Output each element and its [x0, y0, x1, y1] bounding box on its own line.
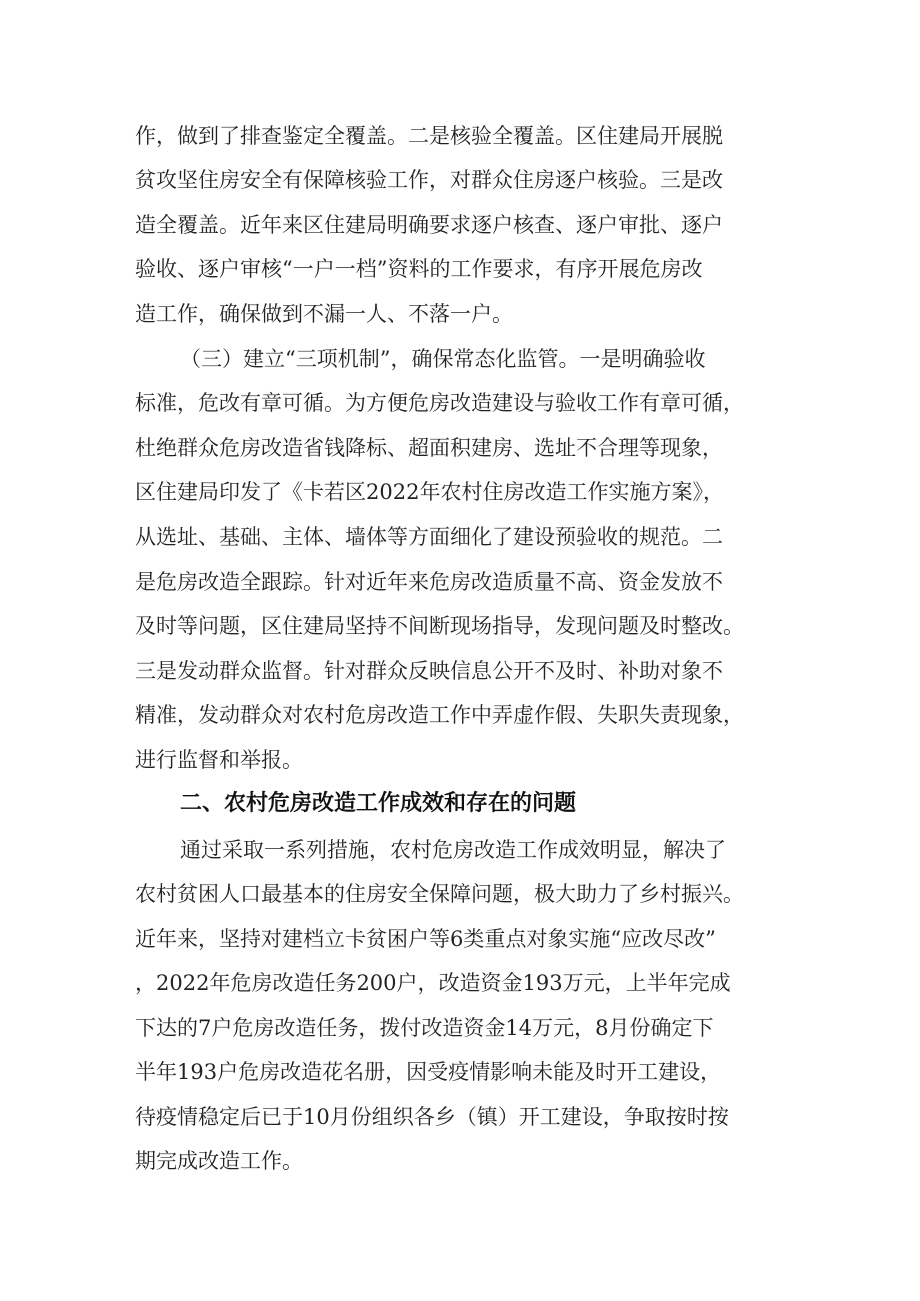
paragraph-line: 验收、逐户审核“一户一档”资料的工作要求，有序开展危房改	[135, 257, 703, 281]
paragraph-line: 造工作，确保做到不漏一人、不落一户。	[135, 302, 513, 326]
paragraph-line: 近年来，坚持对建档立卡贫困户等6类重点对象实施“应改尽改”	[135, 927, 716, 951]
paragraph-line: 农村贫困人口最基本的住房安全保障问题，极大助力了乡村振兴。	[135, 882, 744, 906]
paragraph-line: 下达的7户危房改造任务，拨付改造资金14万元，8月份确定下	[135, 1016, 714, 1040]
paragraph-line: 造全覆盖。近年来区住建局明确要求逐户核查、逐户审批、逐户	[135, 213, 723, 237]
paragraph-line: ，2022年危房改造任务200户，改造资金193万元，上半年完成	[135, 971, 731, 995]
paragraph-line: 杜绝群众危房改造省钱降标、超面积建房、选址不合理等现象，	[135, 436, 723, 460]
paragraph-line: 精准，发动群众对农村危房改造工作中弄虚作假、失职失责现象，	[135, 703, 744, 727]
paragraph-line: 通过采取一系列措施，农村危房改造工作成效明显，解决了	[180, 838, 726, 862]
paragraph-line: 期完成改造工作。	[135, 1149, 303, 1173]
paragraph-line: 是危房改造全跟踪。针对近年来危房改造质量不高、资金发放不	[135, 570, 723, 594]
paragraph-line: 待疫情稳定后已于10月份组织各乡（镇）开工建设，争取按时按	[135, 1105, 729, 1129]
paragraph-line: 作，做到了排查鉴定全覆盖。二是核验全覆盖。区住建局开展脱	[135, 124, 723, 148]
paragraph-line: （三）建立“三项机制”，确保常态化监管。一是明确验收	[180, 347, 706, 371]
paragraph-line: 贫攻坚住房安全有保障核验工作，对群众住房逐户核验。三是改	[135, 168, 723, 192]
paragraph-line: 从选址、基础、主体、墙体等方面细化了建设预验收的规范。二	[135, 525, 723, 549]
paragraph-line: 进行监督和举报。	[135, 748, 303, 772]
paragraph-line: 区住建局印发了《卡若区2022年农村住房改造工作实施方案》，	[135, 480, 724, 504]
paragraph-line: 标准，危改有章可循。为方便危房改造建设与验收工作有章可循，	[135, 391, 744, 415]
paragraph-line: 及时等问题，区住建局坚持不间断现场指导，发现问题及时整改。	[135, 614, 744, 638]
paragraph-line: 半年193户危房改造花名册，因受疫情影响未能及时开工建设，	[135, 1060, 722, 1084]
paragraph-line: 三是发动群众监督。针对群众反映信息公开不及时、补助对象不	[135, 659, 723, 683]
section-heading: 二、农村危房改造工作成效和存在的问题	[180, 791, 577, 816]
